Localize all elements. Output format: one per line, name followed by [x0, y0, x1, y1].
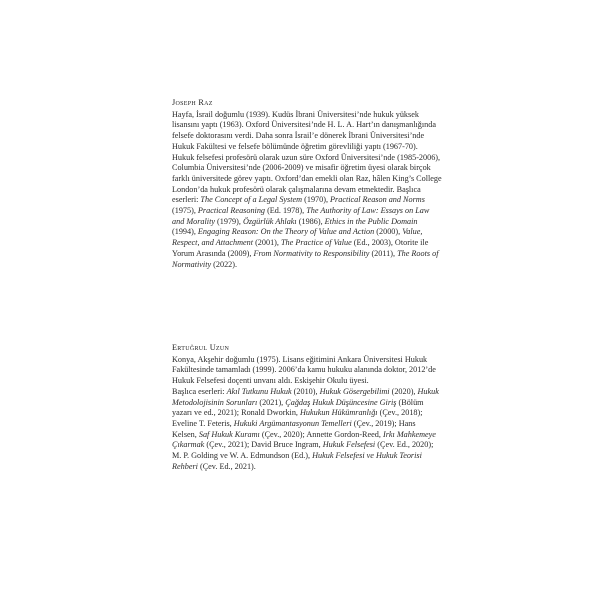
- author-name: Ertuğrul Uzun: [172, 343, 230, 352]
- text-run: (2010),: [291, 386, 320, 396]
- text-run: (1970),: [302, 195, 331, 205]
- title-italic: Özgürlük Ahlakı: [242, 216, 297, 226]
- text-run: (1975),: [172, 206, 198, 216]
- text-run: (2020),: [389, 386, 418, 396]
- title-italic: Ethics in the Public Domain: [324, 216, 418, 226]
- title-italic: Hukuk Felsefesi ve Hukuk Teorisi Rehberi: [172, 451, 422, 471]
- title-italic: Engaging Reason: On the Theory of Value and Action: [197, 227, 375, 237]
- text-run: (2021),: [257, 397, 286, 407]
- bio-works-paragraph: [172, 387, 442, 473]
- text-run: (Çev., 2021); David Bruce Ingram,: [204, 440, 323, 450]
- bio-paragraph: [172, 355, 442, 387]
- title-italic: Çağdaş Hukuk Düşüncesine Giriş: [285, 397, 397, 407]
- author-name: Joseph Raz: [172, 98, 213, 107]
- text-run: (1986),: [296, 216, 325, 226]
- title-italic: Hukuk Metodolojisinin Sorunları: [172, 386, 439, 407]
- author-bio-raz: [172, 98, 442, 270]
- title-italic: The Authority of Law: Essays on Law and Morality: [172, 206, 430, 226]
- text-run: (1994),: [172, 227, 198, 237]
- text-run: Hayfa, İsrail doğumlu (1939). Kudüs İbrani Üniversitesi’nde hukuk yüksek lisansını yaptı (1963). Oxford Üniversitesi’nde H. L. A. Hart’ın danışmanlığında felsefe doktorasını verdi. Daha sonra İsrail’e dönerek İbrani Üniversitesi’nde Hukuk Fakültesi ve felsefe bölümünde öğretim görevliliği yaptı (1967-70). Hukuk felsefesi profesörü olarak uzun süre Oxford Üniversitesi’nde (1985-2006), Columbia Üniversitesi’nde (2006-2009) ve misafir öğretim üyesi olarak birçok farklı üniversitede görev yaptı. Oxford’dan emekli olan Raz, hâlen King’s College London’da hukuk profesörü olarak çalışmalarına devam etmektedir. Başlıca eserleri:: [172, 109, 442, 205]
- text-run: (2001),: [253, 238, 281, 248]
- title-italic: Hukuk Gösergebilimi: [319, 386, 390, 396]
- text-run: (2022).: [211, 259, 238, 269]
- text-run: (Çev. Ed., 2021).: [197, 461, 256, 471]
- bio-paragraph: [172, 110, 442, 271]
- text-run: (Çev., 2019); Hans Kelsen,: [172, 418, 416, 439]
- title-italic: Value, Respect, and Attachment: [172, 227, 423, 248]
- author-bio-uzun: [172, 343, 442, 472]
- title-italic: Practical Reasoning: [197, 206, 266, 216]
- text-run: Başlıca eserleri:: [172, 386, 227, 396]
- text-run: Konya, Akşehir doğumlu (1975). Lisans eğitimini Ankara Üniversitesi Hukuk Fakültesinde tamamladı (1999). 2006’da kamu hukuku alanında doktor, 2012’de Hukuk Felsefesi doçenti unvanı aldı. Eskişehir Okulu üyesi.: [172, 354, 436, 386]
- text-run: (Ed. 1978),: [265, 206, 307, 216]
- title-italic: Hukuki Argümantasyonun Temelleri: [233, 418, 352, 428]
- title-italic: Saf Hukuk Kuramı: [198, 429, 260, 439]
- title-italic: The Concept of a Legal System: [200, 195, 303, 205]
- title-italic: Practical Reason and Norms: [330, 195, 425, 205]
- text-run: (2000),: [374, 227, 403, 237]
- title-italic: The Roots of Normativity: [172, 248, 439, 269]
- title-italic: Hukuk Felsefesi: [322, 440, 376, 450]
- text-run: (1979),: [214, 216, 243, 226]
- text-run: (2011),: [369, 248, 398, 258]
- text-run: (Çev. Ed., 2020); M. P. Golding ve W. A. Edmundson (Ed.),: [172, 440, 434, 461]
- title-italic: Hukukun Hükümranlığı: [300, 408, 378, 418]
- title-italic: Irkı Mahkemeye Çıkarmak: [172, 429, 436, 450]
- text-run: (Çev., 2018); Eveline T. Feteris,: [172, 408, 423, 428]
- text-run: (Çev., 2020); Annette Gordon-Reed,: [259, 429, 383, 439]
- title-italic: The Practice of Value: [281, 238, 352, 248]
- title-italic: From Normativity to Responsibility: [253, 248, 370, 258]
- text-run: (Bölüm yazarı ve ed., 2021); Ronald Dworkin,: [172, 397, 424, 418]
- title-italic: Akıl Tutkunu Hukuk: [226, 386, 292, 396]
- text-run: (Ed., 2003), Otorite ile Yorum Arasında (2009),: [172, 238, 429, 258]
